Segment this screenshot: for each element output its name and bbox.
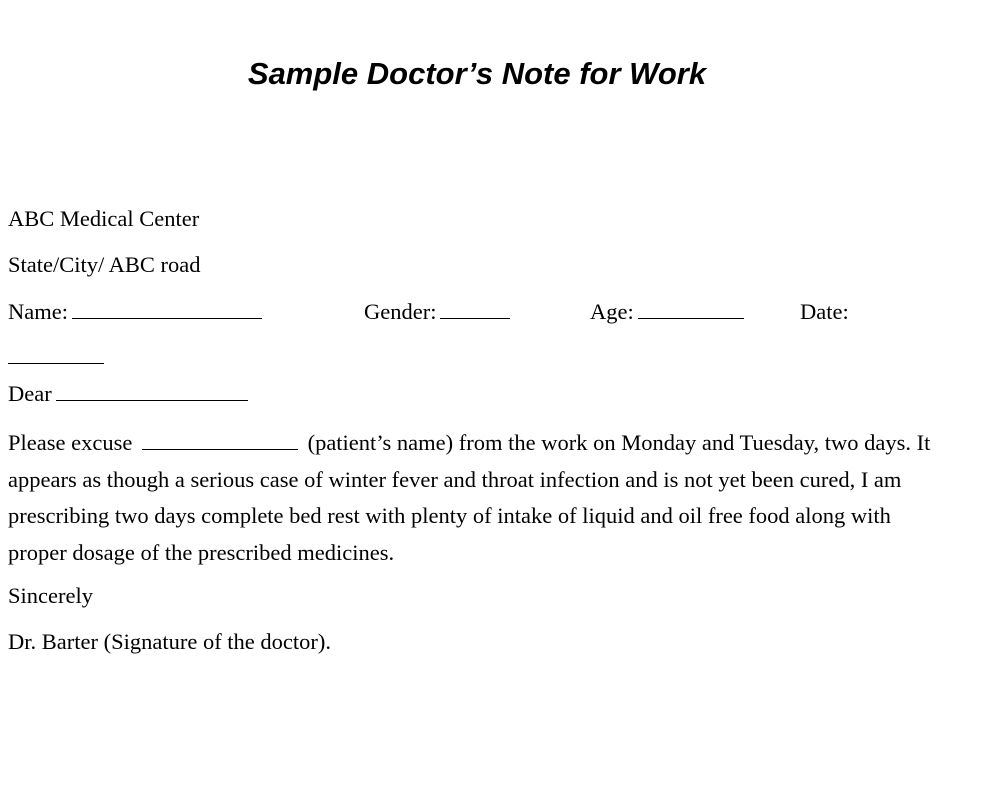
excuse-prefix: Please excuse bbox=[8, 430, 133, 455]
closing: Sincerely bbox=[8, 583, 93, 608]
medical-center-name: ABC Medical Center bbox=[8, 206, 200, 231]
document-title: Sample Doctor’s Note for Work bbox=[247, 56, 707, 91]
date-field bbox=[800, 297, 849, 327]
salutation: Dear bbox=[8, 381, 52, 406]
gender-blank bbox=[440, 298, 510, 319]
excuse-paragraph bbox=[8, 425, 948, 571]
date-label: Date: bbox=[800, 299, 849, 324]
name-blank bbox=[72, 298, 262, 319]
medical-center-address: State/City/ ABC road bbox=[8, 252, 201, 277]
doctor-signature-line: Dr. Barter (Signature of the doctor). bbox=[8, 629, 332, 654]
gender-label: Gender: bbox=[364, 299, 437, 324]
recipient-blank bbox=[56, 380, 248, 401]
age-blank bbox=[638, 298, 744, 319]
salutation-line bbox=[8, 379, 248, 409]
patient-name-blank bbox=[142, 429, 298, 450]
name-label: Name: bbox=[8, 299, 68, 324]
date-blank-line bbox=[8, 342, 104, 372]
name-field bbox=[8, 297, 262, 327]
excuse-text: (patient’s name) from the work on Monday and Tuesday, two days. It appears as though a serious case of winter fever and throat infection and is not yet been cured, I am prescribing two days complete bed rest with plenty of intake of liquid and oil free food along with proper dosage of the prescribed medicines. bbox=[8, 430, 931, 565]
age-label: Age: bbox=[590, 299, 634, 324]
gender-field bbox=[364, 297, 510, 327]
date-blank bbox=[8, 343, 104, 364]
age-field bbox=[590, 297, 744, 327]
